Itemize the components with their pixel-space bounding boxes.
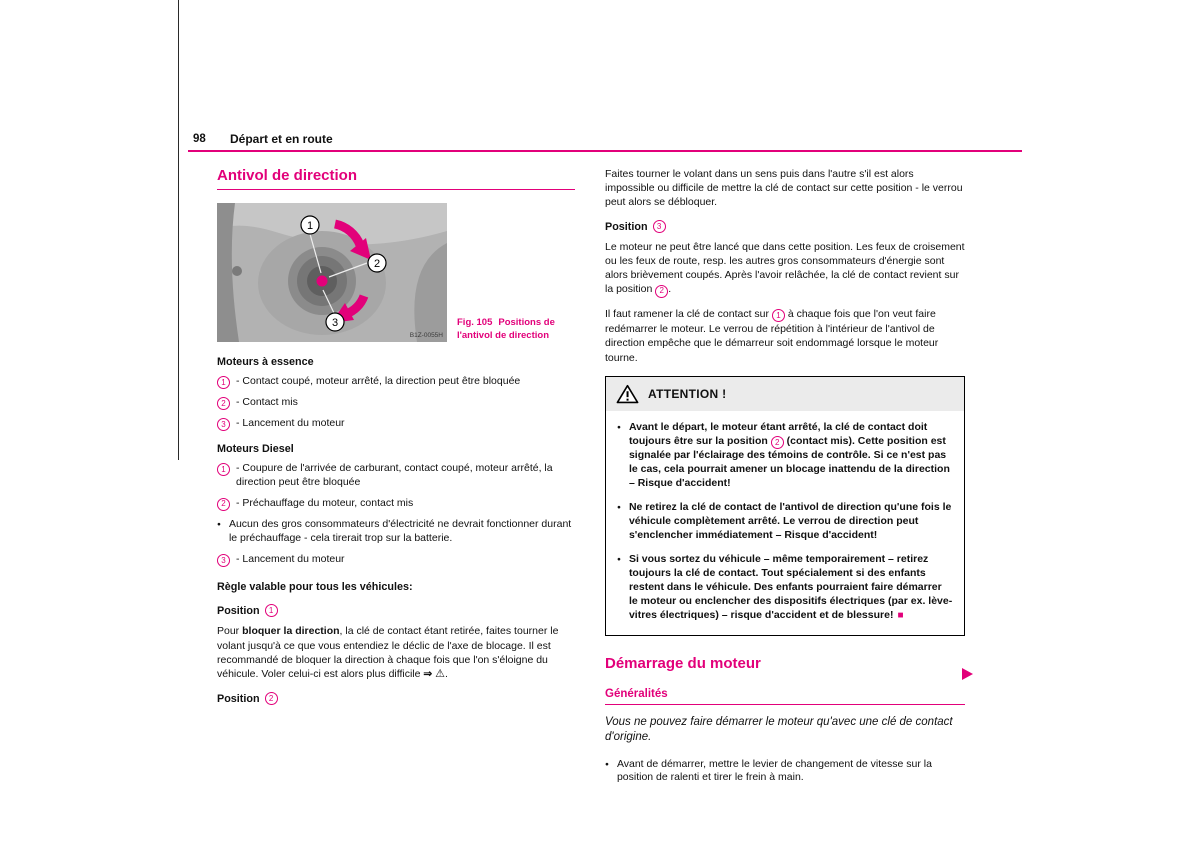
circled-number-2: 2	[771, 436, 784, 449]
list-item-essence-1	[217, 375, 575, 389]
section-title-demarrage: Démarrage du moteur	[605, 654, 761, 672]
circled-number-2: 2	[217, 397, 230, 410]
circled-number-1: 1	[772, 309, 785, 322]
attention-box	[605, 376, 965, 636]
text-run: (contact mis). Cette position est signalée par l'éclairage des témoins de contrôle. Si ce n'est pas le cas, cela pourrait amener un blocage inattendu de la direction – Risque d'accident!	[628, 434, 950, 489]
ignition-lock-drawing	[217, 203, 447, 342]
attention-title: ATTENTION !	[648, 386, 727, 401]
left-column	[217, 167, 575, 712]
heading-regle-valable: Règle valable pour tous les véhicules:	[217, 581, 413, 594]
attention-text	[629, 421, 953, 491]
item-text: - Coupure de l'arrivée de carburant, contact coupé, moteur arrêté, la direction peut être bloquée	[236, 462, 553, 488]
subsection-title-generalites: Généralités	[605, 688, 965, 705]
text-run: Avant le départ, le moteur étant arrêté, la clé de contact doit toujours être sur la position	[628, 420, 928, 447]
position-label: Position	[217, 604, 260, 617]
paragraph-position-3	[605, 240, 965, 298]
text-run: Il faut ramener la clé de contact sur	[605, 307, 772, 320]
position-label: Position	[605, 220, 648, 233]
paragraph-turn-wheel: Faites tourner le volant dans un sens puis dans l'autre s'il est alors impossible ou difficile de mettre la clé de contact sur cette position - le verrou peut alors se débloquer.	[605, 168, 963, 209]
left-margin-rule	[178, 0, 179, 460]
warning-triangle-symbol: ⚠	[435, 667, 446, 680]
note-text: Aucun des gros consommateurs d'électricité ne devrait fonctionner durant le préchauffage - cela tirerait trop sur la batterie.	[228, 517, 572, 544]
heading-position-1	[217, 604, 575, 617]
page-number: 98	[193, 133, 206, 145]
reference-arrow-symbol: ⇒	[423, 667, 433, 680]
callout-2: 2	[373, 258, 381, 270]
circled-number-3: 3	[217, 418, 230, 431]
heading-position-2	[217, 692, 575, 705]
text-run: , la clé de contact étant retirée, faites tourner le volant jusqu'à ce que vous entendiez le déclic de l'axe de blocage. Il est recommandé de bloquer la direction à chaque fois que l'on s'éloigne du véhicule. Voler celui-ci est alors plus difficile	[217, 625, 559, 680]
attention-bullet-1	[617, 421, 953, 491]
ignition-lock-illustration	[217, 203, 447, 342]
warning-triangle-icon	[616, 384, 639, 404]
figure-number: Fig. 105	[457, 317, 493, 329]
item-text: - Lancement du moteur	[236, 417, 345, 429]
intro-italic-text: Vous ne pouvez faire démarrer le moteur qu'avec une clé de contact d'origine.	[605, 715, 953, 744]
list-item-diesel-2	[217, 497, 575, 511]
heading-moteurs-essence: Moteurs à essence	[217, 356, 314, 368]
lock-center-dot	[317, 276, 328, 287]
circled-number-3: 3	[217, 554, 230, 567]
text-run: Si vous sortez du véhicule – même temporairement – retirez toujours la clé de contact. Tout spécialement si des enfants restent dans le véhicule. Des enfants pourraient faire démarrer le moteur ou enclencher des dispositifs électriques (par ex. lève-vitres électriques) – risque d'accident et de blessure!	[628, 552, 953, 621]
paragraph-restart	[605, 307, 965, 365]
demarrage-bullet	[605, 758, 965, 786]
circled-number-2: 2	[217, 498, 230, 511]
text-run: Pour	[217, 625, 243, 638]
circled-number-3: 3	[653, 220, 666, 233]
item-text: - Contact mis	[236, 396, 298, 408]
figure-caption-text: Positions de l'antivol de direction	[457, 317, 555, 341]
callout-1: 1	[306, 220, 314, 232]
bullet-text: Avant de démarrer, mettre le levier de changement de vitesse sur la position de ralenti et tirer le frein à main.	[616, 757, 932, 784]
circled-number-2: 2	[655, 285, 668, 298]
list-item-diesel-3	[217, 553, 575, 567]
item-text: - Lancement du moteur	[236, 553, 345, 566]
attention-bullet-3	[617, 553, 953, 623]
attention-bullet-2	[617, 501, 953, 543]
image-code: B1Z-0055H	[409, 332, 443, 339]
list-item-essence-2	[217, 396, 575, 410]
item-text: - Préchauffage du moteur, contact mis	[236, 496, 414, 509]
circled-number-2: 2	[265, 692, 278, 705]
paragraph-position-1	[217, 624, 575, 681]
list-item-diesel-1	[217, 462, 575, 490]
section-end-marker: ■	[897, 609, 904, 621]
heading-position-3	[605, 220, 965, 233]
text-run: Le moteur ne peut être lancé que dans cette position. Les feux de croisement ou les feux de route, resp. les autres gros consommateurs d'énergie sont alors brièvement coupés. Après l'avoir relâchée, la clé de contact revient sur la position	[605, 241, 965, 296]
circled-number-1: 1	[265, 604, 278, 617]
item-text: - Contact coupé, moteur arrêté, la direction peut être bloquée	[236, 375, 521, 387]
text-run: à chaque fois que l'on veut faire redémarrer le moteur. Le verrou de répétition à l'intérieur de l'antivol de direction empêche que le démarreur soit endommagé lorsque le moteur tourne.	[605, 307, 939, 364]
figure-caption	[457, 317, 575, 342]
heading-moteurs-diesel: Moteurs Diesel	[217, 443, 294, 455]
page-continuation-arrow	[962, 668, 973, 680]
text-run: .	[668, 283, 672, 296]
attention-text	[629, 553, 953, 623]
diesel-note-bullet	[217, 518, 575, 546]
bullet-dot: ●	[605, 760, 609, 768]
attention-header	[606, 377, 964, 411]
list-item-essence-3	[217, 417, 575, 431]
text-run: .	[445, 667, 448, 680]
bullet-dot: ●	[617, 503, 621, 511]
header-accent-rule	[188, 150, 1022, 152]
right-column	[605, 167, 965, 793]
header-title: Départ et en route	[230, 132, 333, 146]
position-label: Position	[217, 692, 260, 705]
figure-105	[217, 203, 575, 342]
attention-text: Ne retirez la clé de contact de l'antivol de direction qu'une fois le véhicule complètement arrêté. Le verrou de direction peut s'enclencher immédiatement – Risque d'accident!	[628, 500, 952, 541]
bold-run: bloquer la direction	[242, 625, 340, 638]
section-title-antivol: Antivol de direction	[217, 167, 575, 190]
bullet-dot: ●	[217, 520, 221, 528]
attention-body	[606, 411, 964, 635]
bullet-dot: ●	[617, 423, 621, 431]
circled-number-1: 1	[217, 463, 230, 476]
circled-number-1: 1	[217, 376, 230, 389]
callout-3: 3	[331, 317, 339, 329]
bullet-dot: ●	[617, 555, 621, 563]
